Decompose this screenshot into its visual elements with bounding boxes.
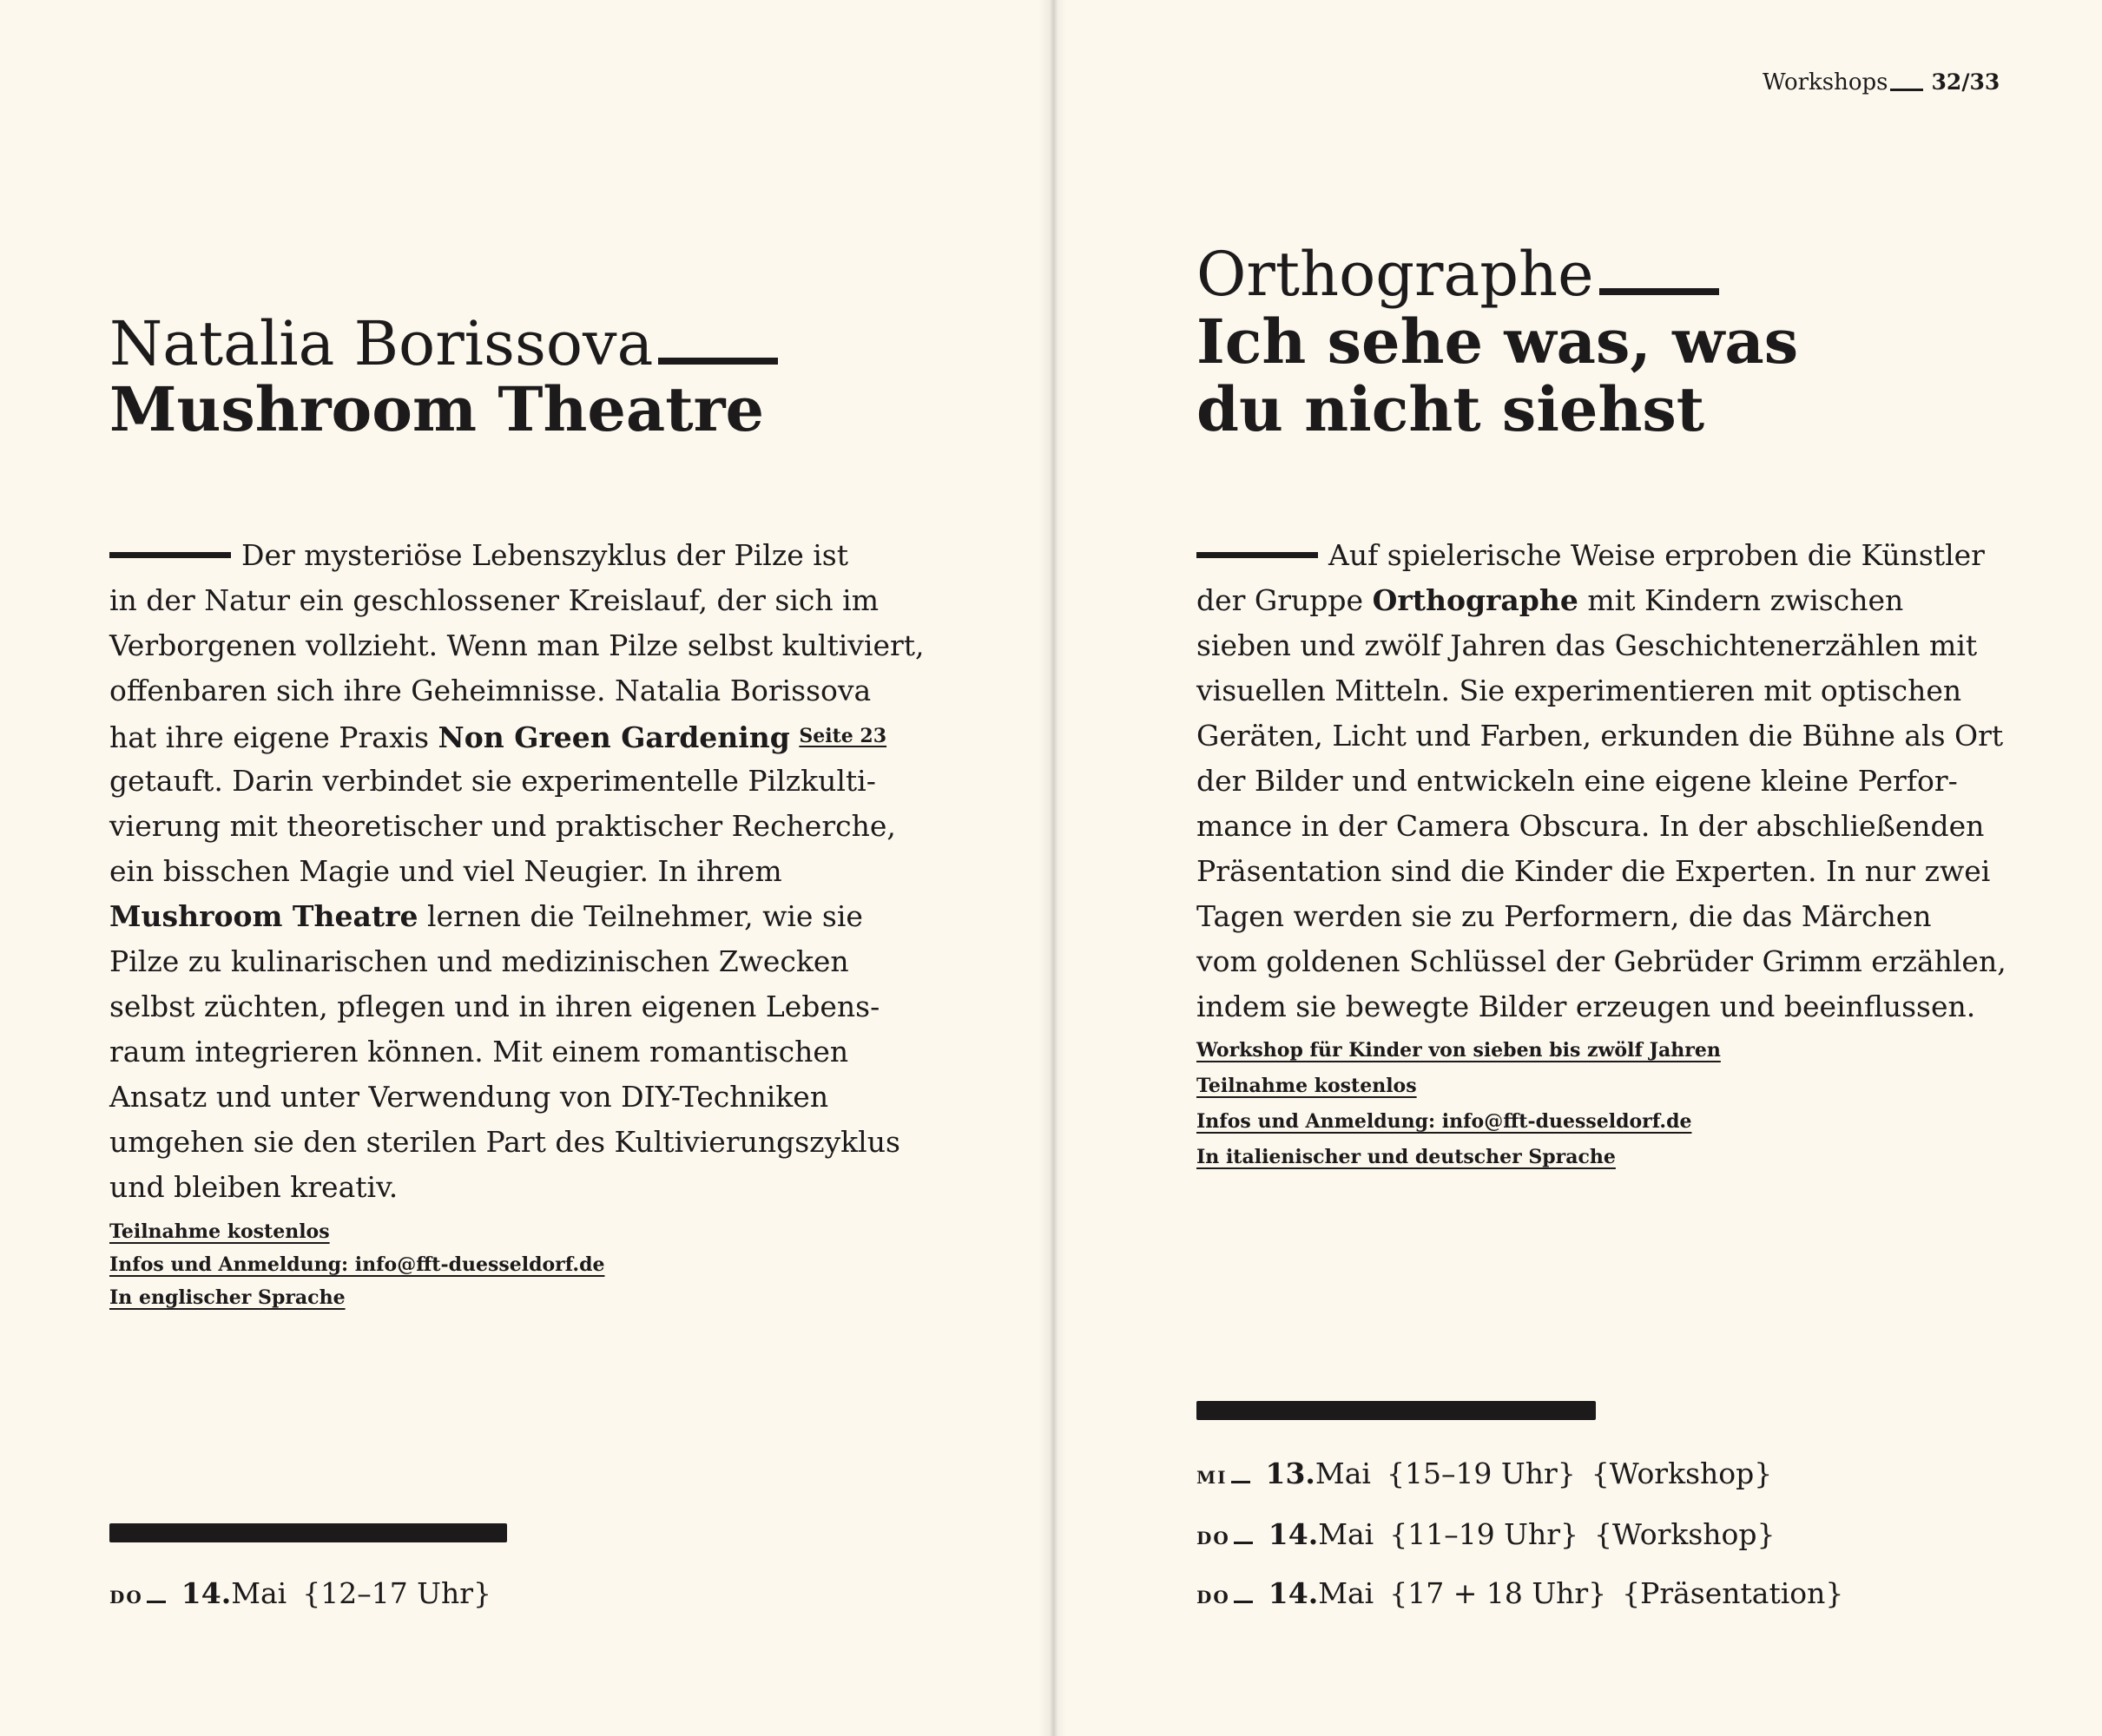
- note-fee: Teilnahme kostenlos: [1196, 1075, 1417, 1097]
- weekday-rule: [1234, 1601, 1253, 1603]
- body-text: hat ihre eigene Praxis: [109, 720, 438, 754]
- note-fee: Teilnahme kostenlos: [109, 1220, 330, 1243]
- day-number: 14.: [1268, 1576, 1319, 1610]
- time-range: {17 + 18 Uhr}: [1389, 1576, 1607, 1610]
- right-body: [1196, 533, 2006, 1029]
- body-line: umgehen sie den sterilen Part des Kultivierungszyklus: [109, 1125, 900, 1159]
- running-head: [1763, 69, 2000, 95]
- weekday-rule: [1231, 1481, 1250, 1483]
- body-line: visuellen Mitteln. Sie experimentieren mit optischen: [1196, 674, 1962, 707]
- left-author-heading: [109, 309, 778, 378]
- running-head-rule: [1890, 89, 1923, 91]
- body-line: mance in der Camera Obscura. In der abschließenden: [1196, 809, 1985, 843]
- body-line: Geräten, Licht und Farben, erkunden die Bühne als Ort: [1196, 719, 2004, 753]
- body-line: raum integrieren können. Mit einem romantischen: [109, 1035, 849, 1069]
- event-kind: {Workshop}: [1591, 1457, 1773, 1490]
- body-text: lernen die Teilnehmer, wie sie: [418, 899, 863, 933]
- right-date-row: [1196, 1576, 1843, 1614]
- body-line: offenbaren sich ihre Geheimnisse. Natalia Borissova: [109, 674, 872, 707]
- left-info-notes: [109, 1215, 604, 1314]
- body-text: mit Kindern zwischen: [1578, 583, 1904, 617]
- program-name-non-green-gardening: Non Green Gardening: [438, 720, 790, 754]
- time-range: {11–19 Uhr}: [1389, 1517, 1579, 1551]
- project-name-mushroom-theatre: Mushroom Theatre: [109, 899, 418, 933]
- weekday: DO: [109, 1587, 143, 1608]
- body-line: Präsentation sind die Kinder die Experten. In nur zwei: [1196, 854, 1991, 888]
- body-line: indem sie bewegte Bilder erzeugen und beeinflussen.: [1196, 990, 1976, 1023]
- body-line: Verborgenen vollzieht. Wenn man Pilze selbst kultiviert,: [109, 628, 925, 662]
- body-line: getauft. Darin verbindet sie experimentelle Pilzkulti-: [109, 764, 876, 798]
- group-name-orthographe: Orthographe: [1372, 583, 1578, 617]
- note-registration-link[interactable]: Infos und Anmeldung: info@fft-duesseldorf.de: [109, 1253, 605, 1276]
- left-title: Mushroom Theatre: [109, 373, 765, 445]
- event-kind: {Workshop}: [1594, 1517, 1776, 1551]
- page-reference-link[interactable]: Seite 23: [799, 725, 887, 747]
- weekday: DO: [1196, 1587, 1230, 1608]
- title-rule: [658, 358, 778, 365]
- day-number: 14.: [181, 1576, 232, 1610]
- weekday: MI: [1196, 1467, 1228, 1488]
- weekday-rule: [147, 1601, 166, 1603]
- running-head-section: Workshops: [1763, 69, 1888, 95]
- day-number: 13.: [1265, 1457, 1315, 1490]
- month: Mai: [1315, 1457, 1371, 1490]
- right-date-row: [1196, 1517, 1776, 1555]
- body-line: Tagen werden sie zu Performern, die das Märchen: [1196, 899, 1932, 933]
- body-line: vierung mit theoretischer und praktischer Recherche,: [109, 809, 896, 843]
- body-line: Der mysteriöse Lebenszyklus der Pilze ist: [241, 538, 848, 572]
- body-line: Auf spielerische Weise erproben die Künstler: [1328, 538, 1985, 572]
- right-date-row: [1196, 1457, 1772, 1495]
- body-line: selbst züchten, pflegen und in ihren eigenen Lebens-: [109, 990, 880, 1023]
- weekday-rule: [1234, 1542, 1253, 1544]
- left-date-bar: [109, 1523, 507, 1542]
- body-line: in der Natur ein geschlossener Kreislauf, der sich im: [109, 583, 879, 617]
- lead-rule: [1196, 552, 1318, 558]
- left-date-row: [109, 1576, 507, 1614]
- page-numbers: 32/33: [1931, 69, 2000, 95]
- note-audience: Workshop für Kinder von sieben bis zwölf Jahren: [1196, 1039, 1721, 1062]
- weekday: DO: [1196, 1528, 1230, 1549]
- title-rule: [1599, 288, 1719, 295]
- note-registration-link[interactable]: Infos und Anmeldung: info@fft-duesseldorf.de: [1196, 1110, 1692, 1133]
- body-text: der Gruppe: [1196, 583, 1373, 617]
- body-line: Ansatz und unter Verwendung von DIY-Techniken: [109, 1080, 829, 1114]
- left-body: [109, 533, 925, 1210]
- time-range: {12–17 Uhr}: [302, 1576, 492, 1610]
- note-language: In italienischer und deutscher Sprache: [1196, 1146, 1616, 1168]
- lead-rule: [109, 552, 231, 558]
- body-line: Pilze zu kulinarischen und medizinischen Zwecken: [109, 944, 849, 978]
- left-author-name: Natalia Borissova: [109, 308, 654, 379]
- right-title-line-1: Ich sehe was, was: [1196, 306, 1799, 378]
- right-author-name: Orthographe: [1196, 239, 1594, 310]
- month: Mai: [231, 1576, 287, 1610]
- right-title-line-2: du nicht siehst: [1196, 373, 1705, 445]
- body-line: vom goldenen Schlüssel der Gebrüder Grimm erzählen,: [1196, 944, 2006, 978]
- right-author-heading: [1196, 240, 1719, 309]
- month: Mai: [1318, 1576, 1374, 1610]
- day-number: 14.: [1268, 1517, 1319, 1551]
- note-language: In englischer Sprache: [109, 1286, 346, 1309]
- body-line: und bleiben kreativ.: [109, 1170, 399, 1204]
- time-range: {15–19 Uhr}: [1386, 1457, 1576, 1490]
- body-line: der Bilder und entwickeln eine eigene kleine Perfor-: [1196, 764, 1958, 798]
- event-kind: {Präsentation}: [1622, 1576, 1844, 1610]
- body-line: sieben und zwölf Jahren das Geschichtenerzählen mit: [1196, 628, 1978, 662]
- body-line: ein bisschen Magie und viel Neugier. In ihrem: [109, 854, 782, 888]
- right-info-notes: [1196, 1033, 1721, 1175]
- month: Mai: [1318, 1517, 1374, 1551]
- right-date-bar: [1196, 1401, 1596, 1420]
